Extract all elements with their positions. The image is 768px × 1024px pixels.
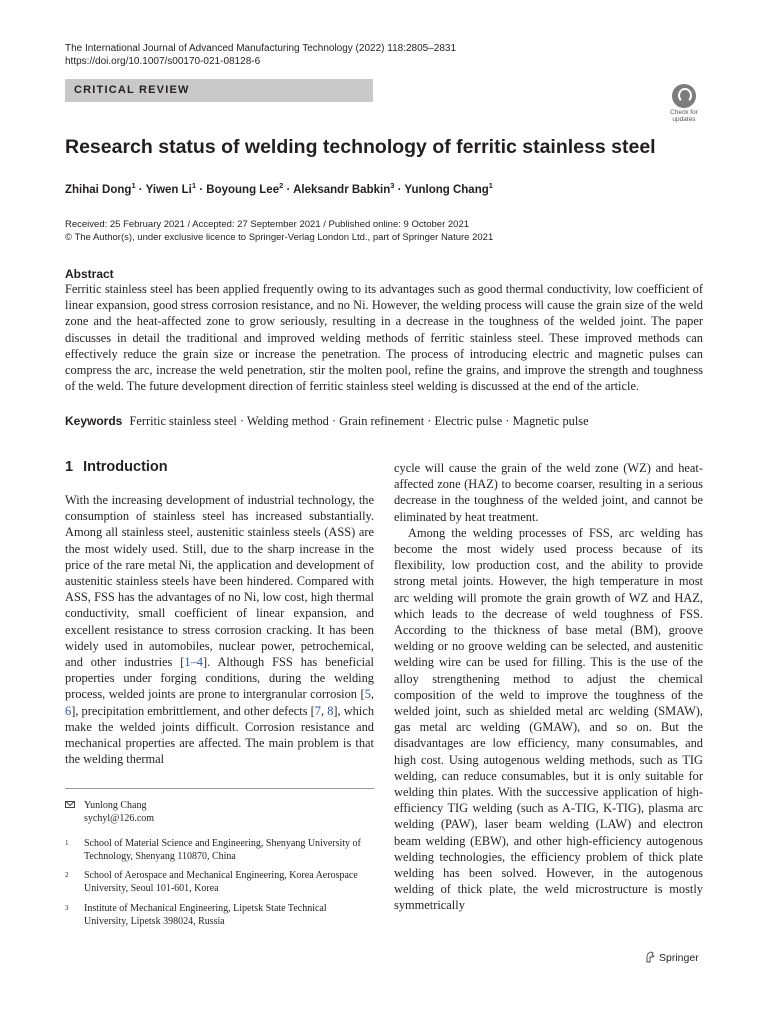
citation-link[interactable]: 6	[65, 703, 72, 718]
intro-paragraph-continued: cycle will cause the grain of the weld zone (WZ) and heat-affected zone (HAZ) to become coarser, resulting in a serious decrease in the toughness of the welded joint, and cannot be eliminated by heat treatment.	[394, 461, 703, 524]
check-for-updates-label: Check for updates	[670, 109, 698, 123]
author-separator: ·	[394, 183, 405, 196]
body-column-left	[65, 492, 374, 767]
author-separator: ·	[135, 183, 146, 196]
article-type-label: CRITICAL REVIEW	[74, 84, 190, 96]
citation-link[interactable]: 5	[364, 687, 371, 702]
abstract-heading: Abstract	[65, 267, 114, 281]
contact-email[interactable]: sychyl@126.com	[84, 813, 155, 824]
citation-link[interactable]: 1–4	[184, 655, 203, 670]
author-separator: ·	[196, 183, 207, 196]
publisher-name: Springer	[659, 952, 699, 964]
author-separator: ·	[283, 183, 294, 196]
author-name[interactable]: Yunlong Chang	[404, 183, 489, 196]
section-number: 1	[65, 459, 74, 475]
publisher-logo	[645, 951, 699, 964]
footnote-divider	[65, 788, 374, 789]
keywords	[65, 413, 705, 429]
journal-citation: The International Journal of Advanced Manufacturing Technology (2022) 118:2805–2831	[65, 43, 457, 54]
citation-link[interactable]: 8	[327, 703, 334, 718]
article-title: Research status of welding technology of ferritic stainless steel	[65, 136, 656, 158]
author-name[interactable]: Zhihai Dong	[65, 183, 132, 196]
springer-horse-icon	[645, 951, 655, 963]
intro-paragraph-2: Among the welding processes of FSS, arc welding has become the most widely used process because of its flexibility, low production cost, and the ability to provide strong metal joints. However, the high temperature in most arc welding will promote the grain growth of WZ and HAZ, which leads to the decrease of weld toughness of FSS. According to the thickness of base metal (BM), groove welding or no groove welding can be selected, and austenitic welding wire can be used for filling. This is the use of the alloy strengthening method to adjust the chemical composition of the weld to improve the toughness of the welded joint, such as shielded metal arc welding (SMAW), gas metal arc welding (GMAW), and so on. But the disadvantages are low efficiency, many consumables, and high cost. Using autogenous welding methods, such as TIG welding, can reduce consumables, but it is only suitable for welding thin plates. With the successive application of high-efficiency TIG welding (such as A-TIG, K-TIG), plasma arc welding (PAW), laser beam welding (LAW) and electron beam welding (EBW), and other high-efficiency autogenous welding technologies, the efficiency problem of thick plate welding has been solved. However, in the autogenous welding of thick plate, the weld microstructure is mostly symmetrically	[394, 525, 703, 913]
author-name[interactable]: Aleksandr Babkin	[293, 183, 391, 196]
author-affiliation-mark: 1	[488, 181, 493, 190]
author-affiliation-mark: 3	[390, 181, 395, 190]
section-title: Introduction	[83, 459, 168, 475]
author-affiliation-mark: 1	[131, 181, 136, 190]
article-type-banner	[65, 79, 373, 102]
check-for-updates-icon	[672, 84, 696, 108]
author-affiliation-mark: 2	[279, 181, 284, 190]
author-affiliation-mark: 1	[191, 181, 197, 190]
doi-link[interactable]: https://doi.org/10.1007/s00170-021-08128-6	[65, 56, 261, 67]
envelope-icon	[65, 801, 75, 808]
intro-paragraph-1: With the increasing development of industrial technology, the consumption of stainless steel has increased substantially. Among all stainless steel, austenitic stainless steels (ASS) are the most widely used. Still, due to the sharp increase in the price of the rare metal Ni, the application and development of austenitic stainless steels have been hindered. Compared with ASS, FSS has the advantages of no Ni, low cost, high thermal conductivity, small coefficient of linear expansion, and excellent resistance to stress corrosion cracking. It has been widely used in automobiles, nuclear power, petrochemical, and other industries [1–4]. Although FSS has beneficial properties under forging conditions, during the welding process, welded joints are prone to intergranular corrosion [5, 6], precipitation embrittlement, and other defects [7, 8], which make the welded joints difficult. Corrosion resistance and mechanical properties are affected. The main problem is that the welding thermal	[65, 493, 375, 767]
copyright-notice: © The Author(s), under exclusive licence to Springer-Verlag London Ltd., part of Springer Nature 2021	[65, 232, 494, 243]
keywords-list: Ferritic stainless steel · Welding method · Grain refinement · Electric pulse · Magnetic pulse	[129, 414, 589, 428]
section-heading-introduction	[65, 459, 168, 475]
contact-name: Yunlong Chang	[84, 800, 147, 811]
citation-link[interactable]: 7	[314, 703, 321, 718]
author-list	[65, 178, 493, 198]
author-name[interactable]: Boyoung Lee	[206, 183, 280, 196]
body-column-right	[394, 460, 703, 914]
publication-dates: Received: 25 February 2021 / Accepted: 27 September 2021 / Published online: 9 October 2021	[65, 219, 470, 230]
keywords-label: Keywords	[65, 414, 123, 428]
abstract-text: Ferritic stainless steel has been applied frequently owing to its advantages such as good thermal conductivity, low coefficient of linear expansion, good stress corrosion resistance, and no Ni. However, the welding process will cause the grain size of the weld zone and the heat-affected zone to grow seriously, resulting in a decrease in the toughness of the welded joint. The paper discusses in detail the traditional and improved welding methods of ferritic stainless steel. These improved methods can effectively reduce the grain size or increase the penetration. The process of introducing electric and magnetic pulses can compress the arc, increase the weld penetration, stir the molten pool, refine the grains, and improve the strength and toughness of the weld. The future development direction of ferritic stainless steel welding is discussed at the end of the article.	[65, 282, 703, 394]
check-for-updates-button[interactable]	[664, 84, 704, 124]
author-name[interactable]: Yiwen Li	[145, 183, 192, 196]
